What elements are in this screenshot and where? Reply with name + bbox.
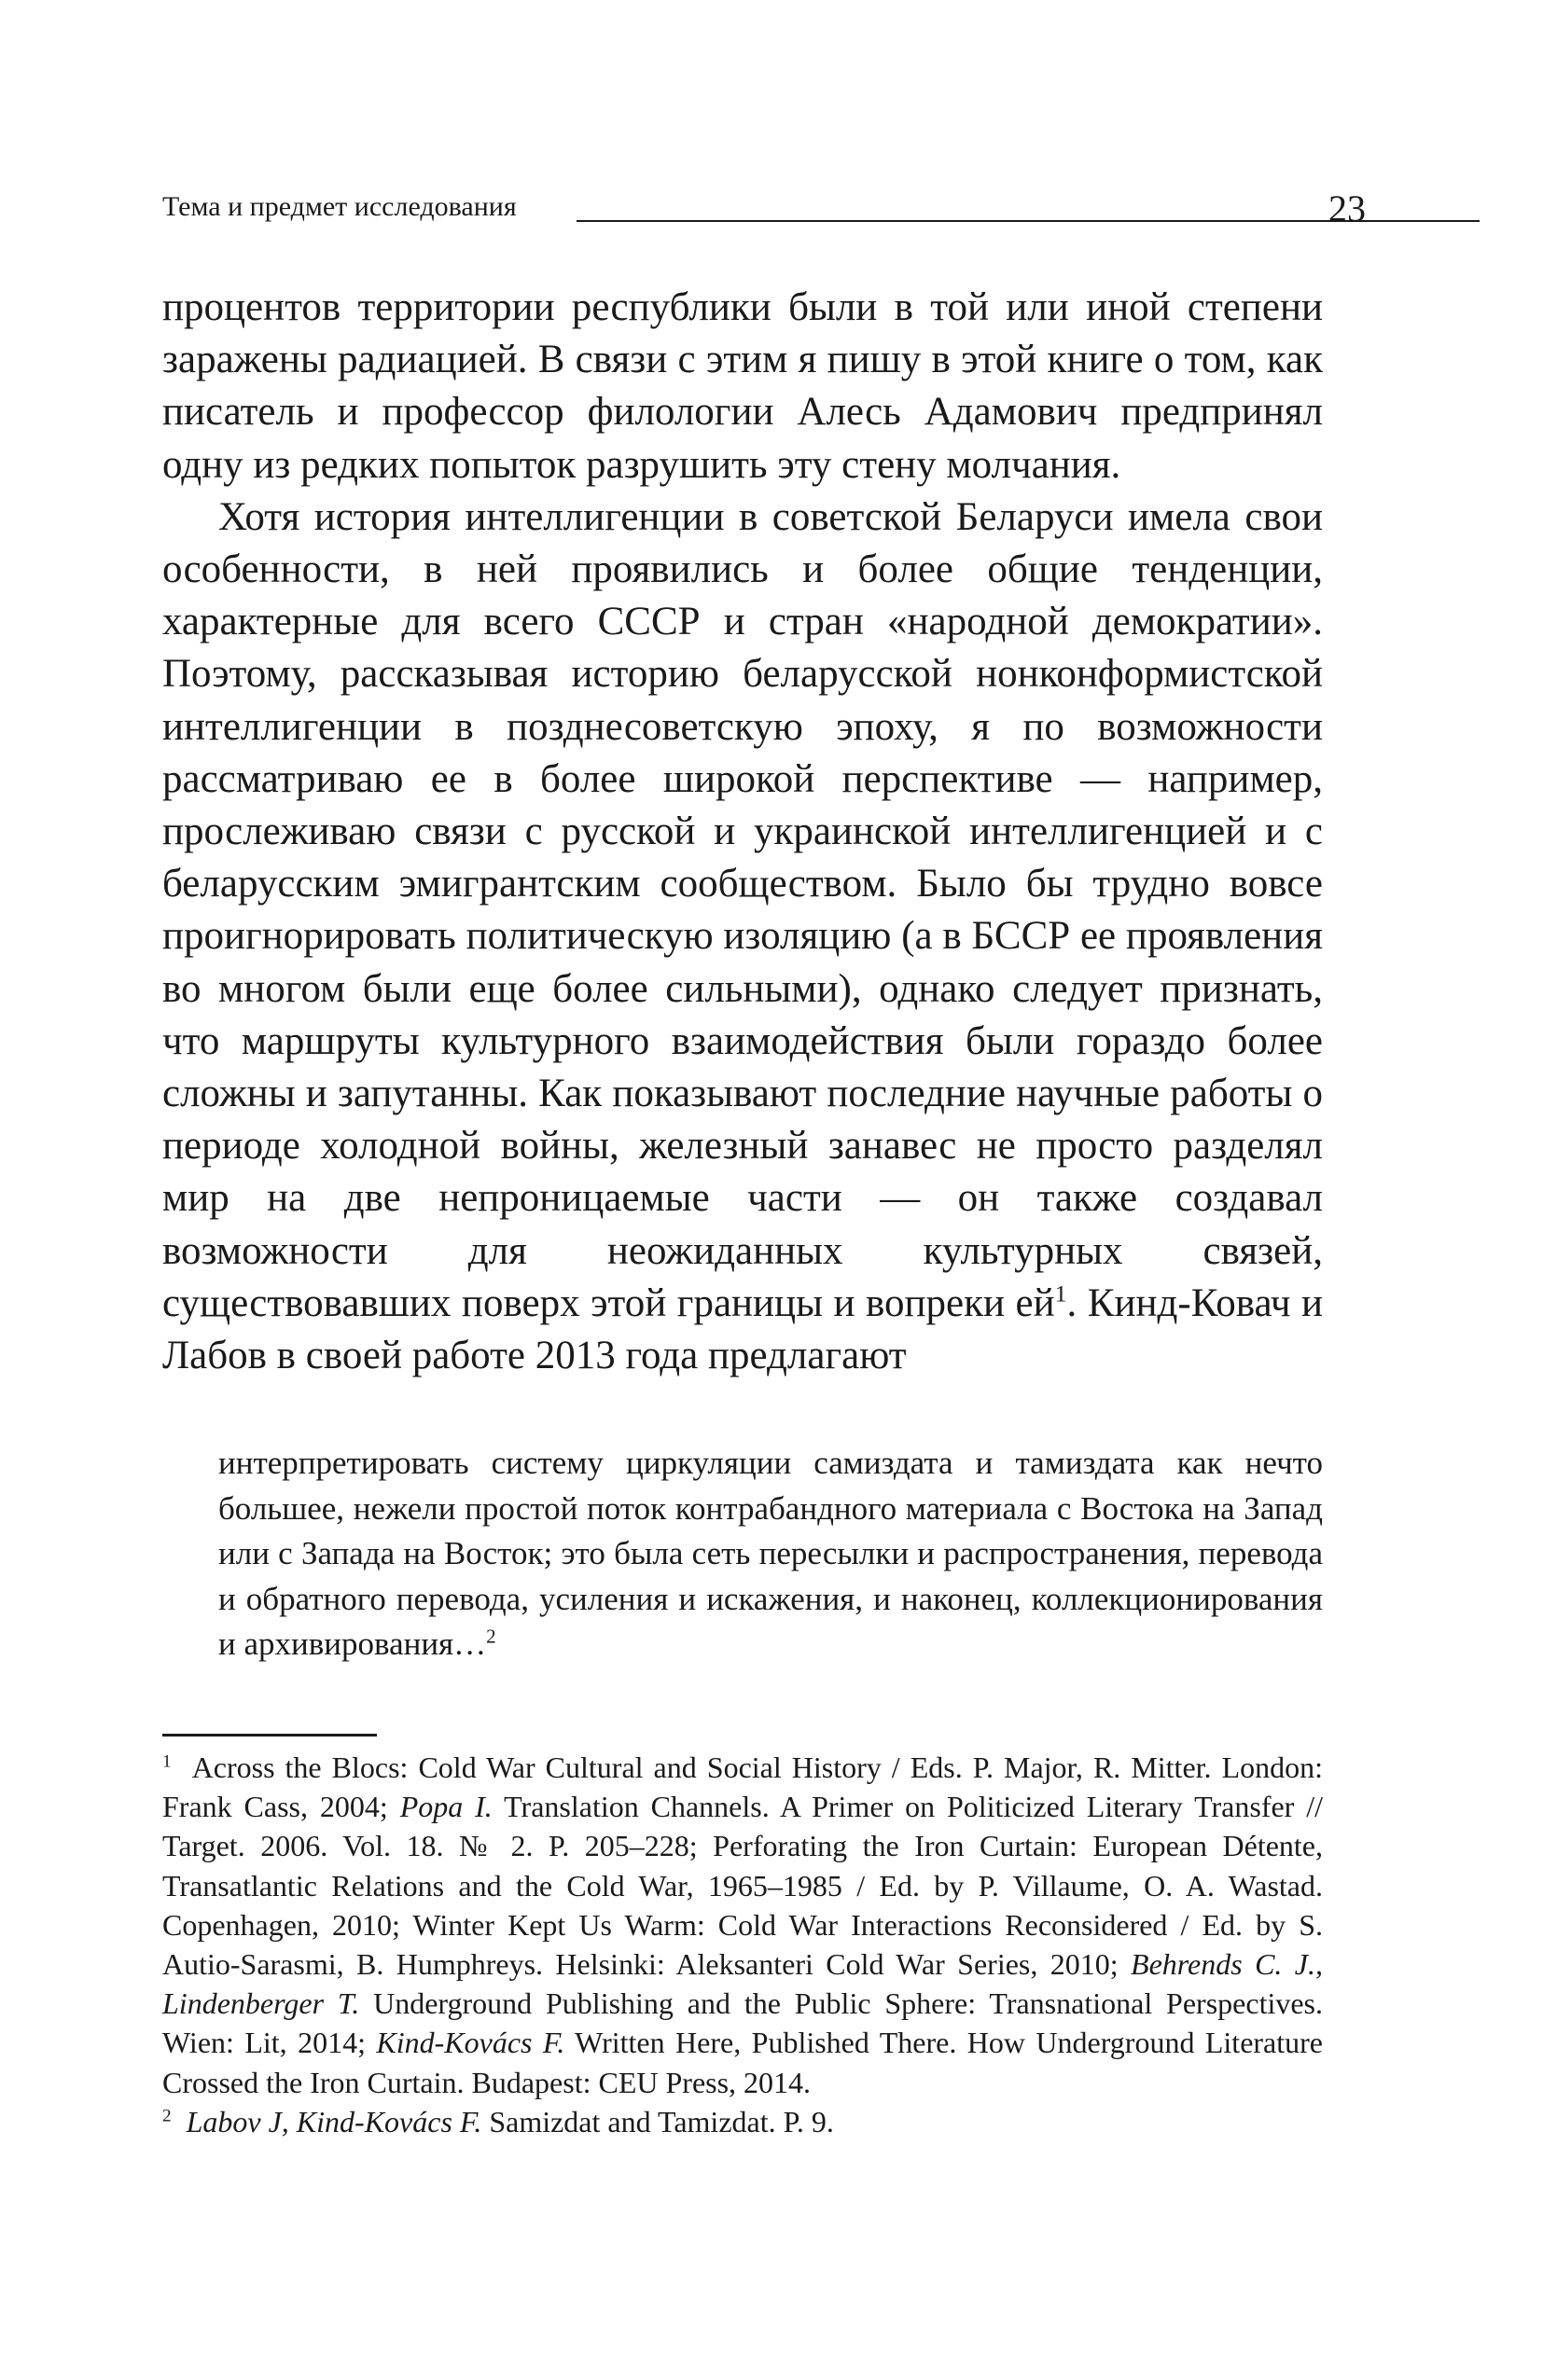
footnote-1-text: Underground Publishing and the Public Sphere: Transnational Perspectives. Wien: Lit, 2014; bbox=[162, 1986, 1324, 2060]
page-number: 23 bbox=[1328, 187, 1366, 229]
block-quote-text: интерпретировать систему циркуляции самиздата и тамиздата как нечто большее, нежели простой поток контрабандного материала с Востока на Запад или с Запада на Восток; это была сеть пересылки и распространения, перевода и обратного перевода, усиления и искажения, и наконец, коллекционирования и архивирования… bbox=[218, 1445, 1323, 1663]
footnote-1-author-popa: Popa I. bbox=[399, 1790, 493, 1824]
paragraph-1: процентов территории республики были в той или иной степени заражены радиацией. В связи с этим я пишу в этой книге о том, как писатель и профессор филологии Алесь Адамович предпринял одну из редких попыток разрушить эту стену молчания. bbox=[162, 285, 1323, 487]
footnote-2-authors: Labov J, Kind-Kovács F. bbox=[186, 2104, 482, 2138]
footnote-1-text: Translation Channels. A Primer on Politicized Literary Transfer // Target. 2006. Vol. 18. № 2. P. 205–228; Perforating the Iron Curtain: European Détente, Transatlantic Relations and the Cold War, 1965–1985 / Ed. by P. Villaume, O. A. Wastad. Copenhagen, 2010; Winter Kept Us Warm: Cold War Interactions Reconsidered / Ed. by S. Autio-Sarasmi, B. Humphreys. Helsinki: Aleksanteri Cold War Series, 2010; bbox=[162, 1790, 1324, 1982]
footnotes bbox=[162, 1748, 1323, 2141]
footnote-ref-2[interactable]: 2 bbox=[486, 1625, 496, 1648]
paragraph-2 bbox=[162, 491, 1323, 1382]
running-title: Тема и предмет исследования bbox=[162, 191, 517, 222]
footnote-1-author-kind-kovacs: Kind-Kovács F. bbox=[376, 2026, 565, 2060]
running-header bbox=[162, 183, 1366, 229]
footnote-1-author-behrends: Behrends C. J., Lindenberger T. bbox=[162, 1947, 1324, 2021]
footnote-ref-1[interactable]: 1 bbox=[1054, 1280, 1067, 1308]
paragraph-2-text-b: . Кинд-Ковач и Лабов в своей работе 2013 года предлагают bbox=[162, 1280, 1323, 1378]
footnote-separator bbox=[162, 1734, 377, 1737]
footnote-1 bbox=[162, 1748, 1323, 2102]
footnote-2-marker: 2 bbox=[162, 2106, 172, 2126]
footnote-1-text: Across the Blocs: Cold War Cultural and Social History / Eds. P. Major, R. Mitter. London: Frank Cass, 2004; bbox=[162, 1750, 1324, 1824]
footnote-2 bbox=[162, 2102, 1323, 2141]
paragraph-2-text-a: Хотя история интеллигенции в советской Беларуси имела свои особенности, в ней проявились и более общие тенденции, характерные для всего СССР и стран «народной демократии». Поэтому, рассказывая историю беларусской нонконформистской интеллигенции в позднесоветскую эпоху, я по возможности рассматриваю ее в более широкой перспективе — например, прослеживаю связи с русской и украинской интеллигенцией и с беларусским эмигрантским сообществом. Было бы трудно вовсе проигнорировать политическую изоляцию (а в БССР ее проявления во многом были еще более сильными), однако следует признать, что маршруты культурного взаимодействия были гораздо более сложны и запутанны. Как показывают последние научные работы о периоде холодной войны, железный занавес не просто разделял мир на две непроницаемые части — он также создавал возможности для неожиданных культурных связей, существовавших поверх этой границы и вопреки ей bbox=[162, 494, 1323, 1325]
footnote-2-text: Samizdat and Tamizdat. P. 9. bbox=[481, 2104, 834, 2138]
footnote-1-marker: 1 bbox=[162, 1751, 172, 1772]
footnote-1-text: Written Here, Published There. How Underground Literature Crossed the Iron Curtain. Budapest: CEU Press, 2014. bbox=[162, 2026, 1323, 2099]
block-quote bbox=[218, 1441, 1323, 1667]
main-text bbox=[162, 282, 1323, 1382]
